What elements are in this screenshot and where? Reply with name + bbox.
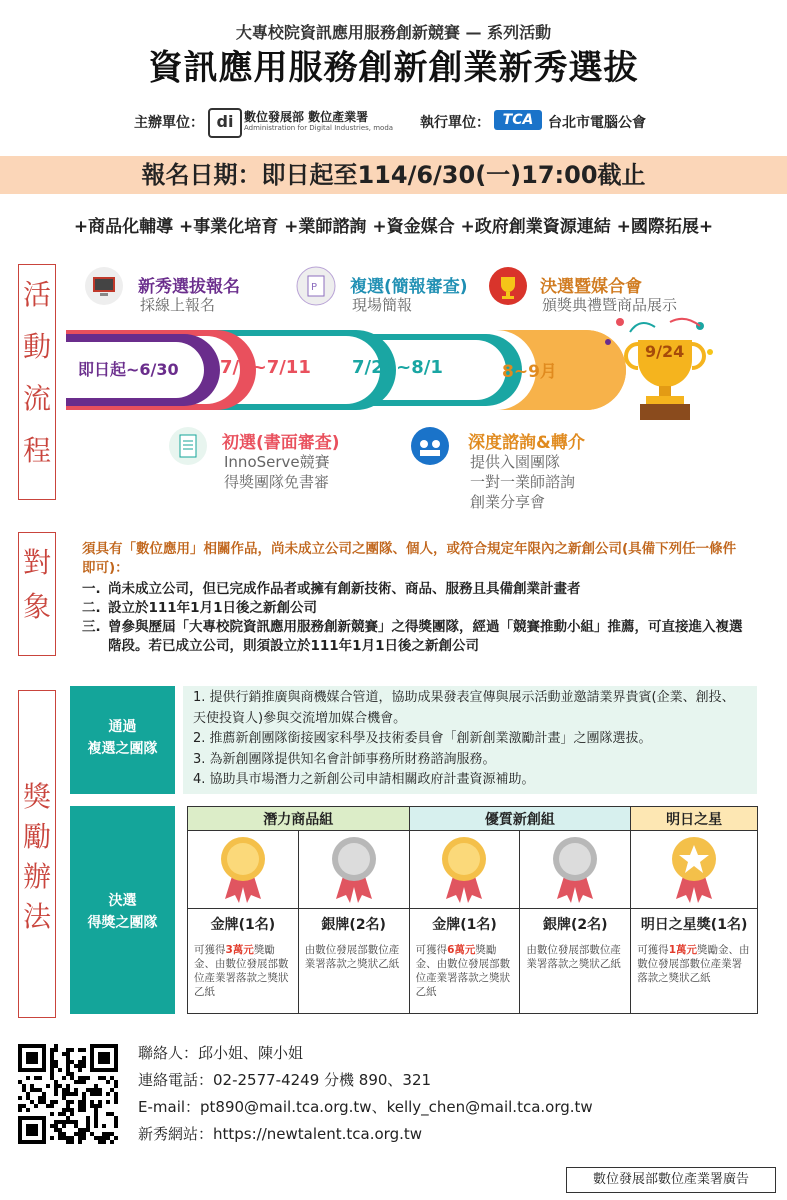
- section-char: 勵: [22, 820, 51, 853]
- tca-logo-icon: TCA: [494, 110, 542, 130]
- executor-name: 台北市電腦公會: [548, 115, 646, 131]
- page-title: 資訊應用服務創新創業新秀選拔: [148, 48, 639, 88]
- award-desc: [299, 939, 409, 975]
- qr-code-icon[interactable]: [18, 1044, 118, 1144]
- step-consulting-sub1: 提供入園團隊: [470, 453, 561, 471]
- step-consulting-title: 深度諮詢&轉介: [468, 433, 585, 453]
- step-preliminary-title: 初選(書面審查): [222, 433, 340, 453]
- target-requirement: 須具有「數位應用」相關作品，尚未成立公司之團隊、個人，或符合規定年限內之新創公司(具備下列任一條件即可)：: [82, 541, 737, 576]
- registration-date-banner: 報名日期：即日起至114/6/30(一)17:00截止: [0, 156, 787, 194]
- award-title-cell: [520, 909, 631, 939]
- semifinal-group-label: [70, 686, 175, 794]
- step-consulting-sub2: 一對一業師諮詢: [470, 473, 576, 491]
- award-desc: [188, 939, 298, 1003]
- desc-text: 獎勵金、由數位發展部數位產業署落款之獎狀乙紙: [637, 943, 750, 984]
- award-cell: [409, 831, 520, 909]
- award-desc-cell: [631, 939, 758, 1014]
- section-char: 活: [22, 278, 51, 311]
- desc-text: 獎勵金、由數位發展部數位產業署落款之獎狀乙紙: [194, 943, 289, 998]
- step-registration-title: 新秀選拔報名: [138, 277, 240, 297]
- list-text: 尚未成立公司，但已完成作品者或擁有創新技術、商品、服務且具備創業計畫者: [108, 581, 581, 597]
- step-consulting-sub3: 創業分享會: [470, 493, 546, 511]
- list-text: 設立於111年1月1日後之新創公司: [108, 600, 317, 616]
- semifinal-benefits: [183, 686, 757, 794]
- list-text: 曾參與歷屆「大專校院資訊應用服務創新競賽」之得獎團隊，經過「競賽推動小組」推薦，可直接進入複選階段。若已成立公司，則須設立於111年1月1日後之新創公司: [108, 619, 743, 654]
- gold-medal-icon: [410, 833, 520, 907]
- award-desc-cell: [520, 939, 631, 1014]
- executor-label: 執行單位：: [420, 115, 490, 131]
- section-char: 流: [22, 382, 51, 415]
- website-link[interactable]: 新秀網站：https://newtalent.tca.org.tw: [138, 1125, 423, 1143]
- award-cell: [298, 831, 409, 909]
- list-num: 二.: [82, 600, 101, 616]
- computer-icon: [84, 266, 124, 306]
- contact-info: [138, 1040, 593, 1148]
- step-preliminary-sub2: 得獎團隊免書審: [224, 473, 330, 491]
- section-char: 程: [22, 434, 51, 467]
- group-label-line: 複選之團隊: [87, 741, 158, 757]
- final-group-label: [70, 806, 175, 1014]
- benefit-item: 4. 協助具市場潛力之新創公司申請相關政府計畫資源補助。: [193, 772, 535, 787]
- award-cell: [631, 831, 758, 909]
- award-desc-cell: [298, 939, 409, 1014]
- target-section-label: [18, 532, 56, 656]
- desc-text: 可獲得: [637, 943, 669, 956]
- organizer-name: 數位發展部 數位產業署: [244, 110, 369, 124]
- moda-logo-icon: di: [208, 108, 242, 138]
- section-char: 動: [22, 330, 51, 363]
- period-4: 8~9月: [502, 362, 557, 382]
- list-item: [82, 599, 752, 618]
- award-cell: [188, 831, 299, 909]
- step-final-title: 決選暨媒合會: [540, 277, 642, 297]
- services-list: +商品化輔導 +事業化培育 +業師諮詢 +資金媒合 +政府創業資源連結 +國際拓展+: [73, 217, 714, 237]
- category-potential: [188, 807, 410, 831]
- desc-text: 由數位發展部數位產業署落款之獎狀乙紙: [304, 943, 400, 970]
- silver-medal-icon: [520, 833, 630, 907]
- category-quality: [409, 807, 631, 831]
- award-amount: 1萬元: [668, 943, 697, 956]
- event-supertitle: 大專校院資訊應用服務創新競賽 — 系列活動: [235, 23, 552, 42]
- award-title: 明日之星獎(1名): [640, 916, 748, 933]
- section-char: 象: [22, 590, 51, 623]
- section-char: 法: [22, 900, 51, 933]
- benefit-item: 3. 為新創團隊提供知名會計師事務所財務諮詢服務。: [193, 751, 496, 767]
- svg-text:P: P: [311, 282, 318, 293]
- award-cell: [520, 831, 631, 909]
- desc-text: 可獲得: [415, 943, 448, 956]
- contact-person: 聯絡人：邱小姐、陳小姐: [138, 1044, 304, 1062]
- organizer-label: 主辦單位：: [134, 115, 204, 131]
- target-list: [82, 580, 752, 656]
- ad-notice: 數位發展部數位產業署廣告: [566, 1167, 776, 1193]
- award-desc-cell: [188, 939, 299, 1014]
- period-1: 即日起~6/30: [78, 360, 179, 379]
- category-label: 優質新創組: [484, 811, 555, 828]
- award-desc: [520, 939, 630, 975]
- desc-text: 可獲得: [194, 943, 226, 956]
- period-3: 7/28~8/1: [352, 357, 443, 378]
- step-preliminary-sub1: InnoServe競賽: [224, 453, 330, 471]
- step-semifinal-sub: 現場簡報: [352, 296, 413, 314]
- list-num: 一.: [82, 581, 101, 597]
- award-amount: 3萬元: [225, 943, 254, 956]
- award-title-cell: [298, 909, 409, 939]
- award-title-cell: [631, 909, 758, 939]
- list-item: [82, 580, 752, 599]
- organizer-name-en: Administration for Digital Industries, moda: [244, 124, 394, 132]
- gold-medal-icon: [188, 833, 298, 907]
- list-num: 三.: [82, 619, 101, 635]
- benefit-item: 2. 推薦新創團隊銜接國家科學及技術委員會「創新創業激勵計畫」之團隊選拔。: [193, 731, 652, 746]
- award-title: 銀牌(2名): [543, 916, 608, 933]
- trophy-date: 9/24: [645, 342, 685, 361]
- section-char: 辦: [22, 860, 51, 893]
- award-title: 銀牌(2名): [321, 916, 386, 933]
- award-title-cell: [188, 909, 299, 939]
- category-label: 潛力商品組: [263, 811, 334, 828]
- trophy-small-icon: [488, 266, 528, 306]
- contact-phone: 連絡電話：02-2577-4249 分機 890、321: [138, 1071, 432, 1089]
- step-final-sub: 頒獎典禮暨商品展示: [542, 296, 678, 314]
- silver-medal-icon: [299, 833, 409, 907]
- step-semifinal-title: 複選(簡報審查): [350, 277, 468, 297]
- section-char: 獎: [22, 780, 51, 813]
- timeline-section-label: [18, 264, 56, 500]
- group-label-line: 得獎之團隊: [87, 915, 158, 931]
- award-amount: 6萬元: [447, 943, 476, 956]
- awards-table: [187, 806, 758, 1014]
- group-label-line: 通過: [108, 719, 137, 735]
- category-label: 明日之星: [666, 811, 723, 828]
- category-star: [631, 807, 758, 831]
- benefit-item: 1. 提供行銷推廣與商機媒合管道，協助成果發表宣傳與展示活動並邀請業界貴賓(企業、創投、天使投資人)參與交流增加媒合機會。: [193, 690, 735, 726]
- consulting-icon: [410, 426, 450, 466]
- trophy-icon: [600, 312, 720, 424]
- section-char: 對: [22, 546, 51, 579]
- reward-section-label: [18, 690, 56, 1018]
- document-icon: [168, 426, 208, 466]
- star-medal-icon: [631, 833, 757, 907]
- contact-email-link[interactable]: E-mail：pt890@mail.tca.org.tw、kelly_chen@mail.tca.org.tw: [138, 1098, 593, 1116]
- award-title: 金牌(1名): [210, 916, 276, 933]
- desc-text: 獎勵金、由數位發展部數位產業署落款之獎狀乙紙: [415, 943, 511, 998]
- award-title-cell: [409, 909, 520, 939]
- presentation-icon: [296, 266, 336, 306]
- period-2: 7/7~7/11: [220, 357, 311, 378]
- list-item: [82, 618, 752, 656]
- award-desc: [410, 939, 520, 1003]
- award-title: 金牌(1名): [432, 916, 497, 933]
- award-desc-cell: [409, 939, 520, 1014]
- organizer-row: [0, 108, 787, 138]
- step-registration-sub: 採線上報名: [140, 296, 216, 314]
- desc-text: 由數位發展部數位產業署落款之獎狀乙紙: [526, 943, 621, 970]
- award-desc: [631, 939, 757, 989]
- group-label-line: 決選: [108, 893, 137, 909]
